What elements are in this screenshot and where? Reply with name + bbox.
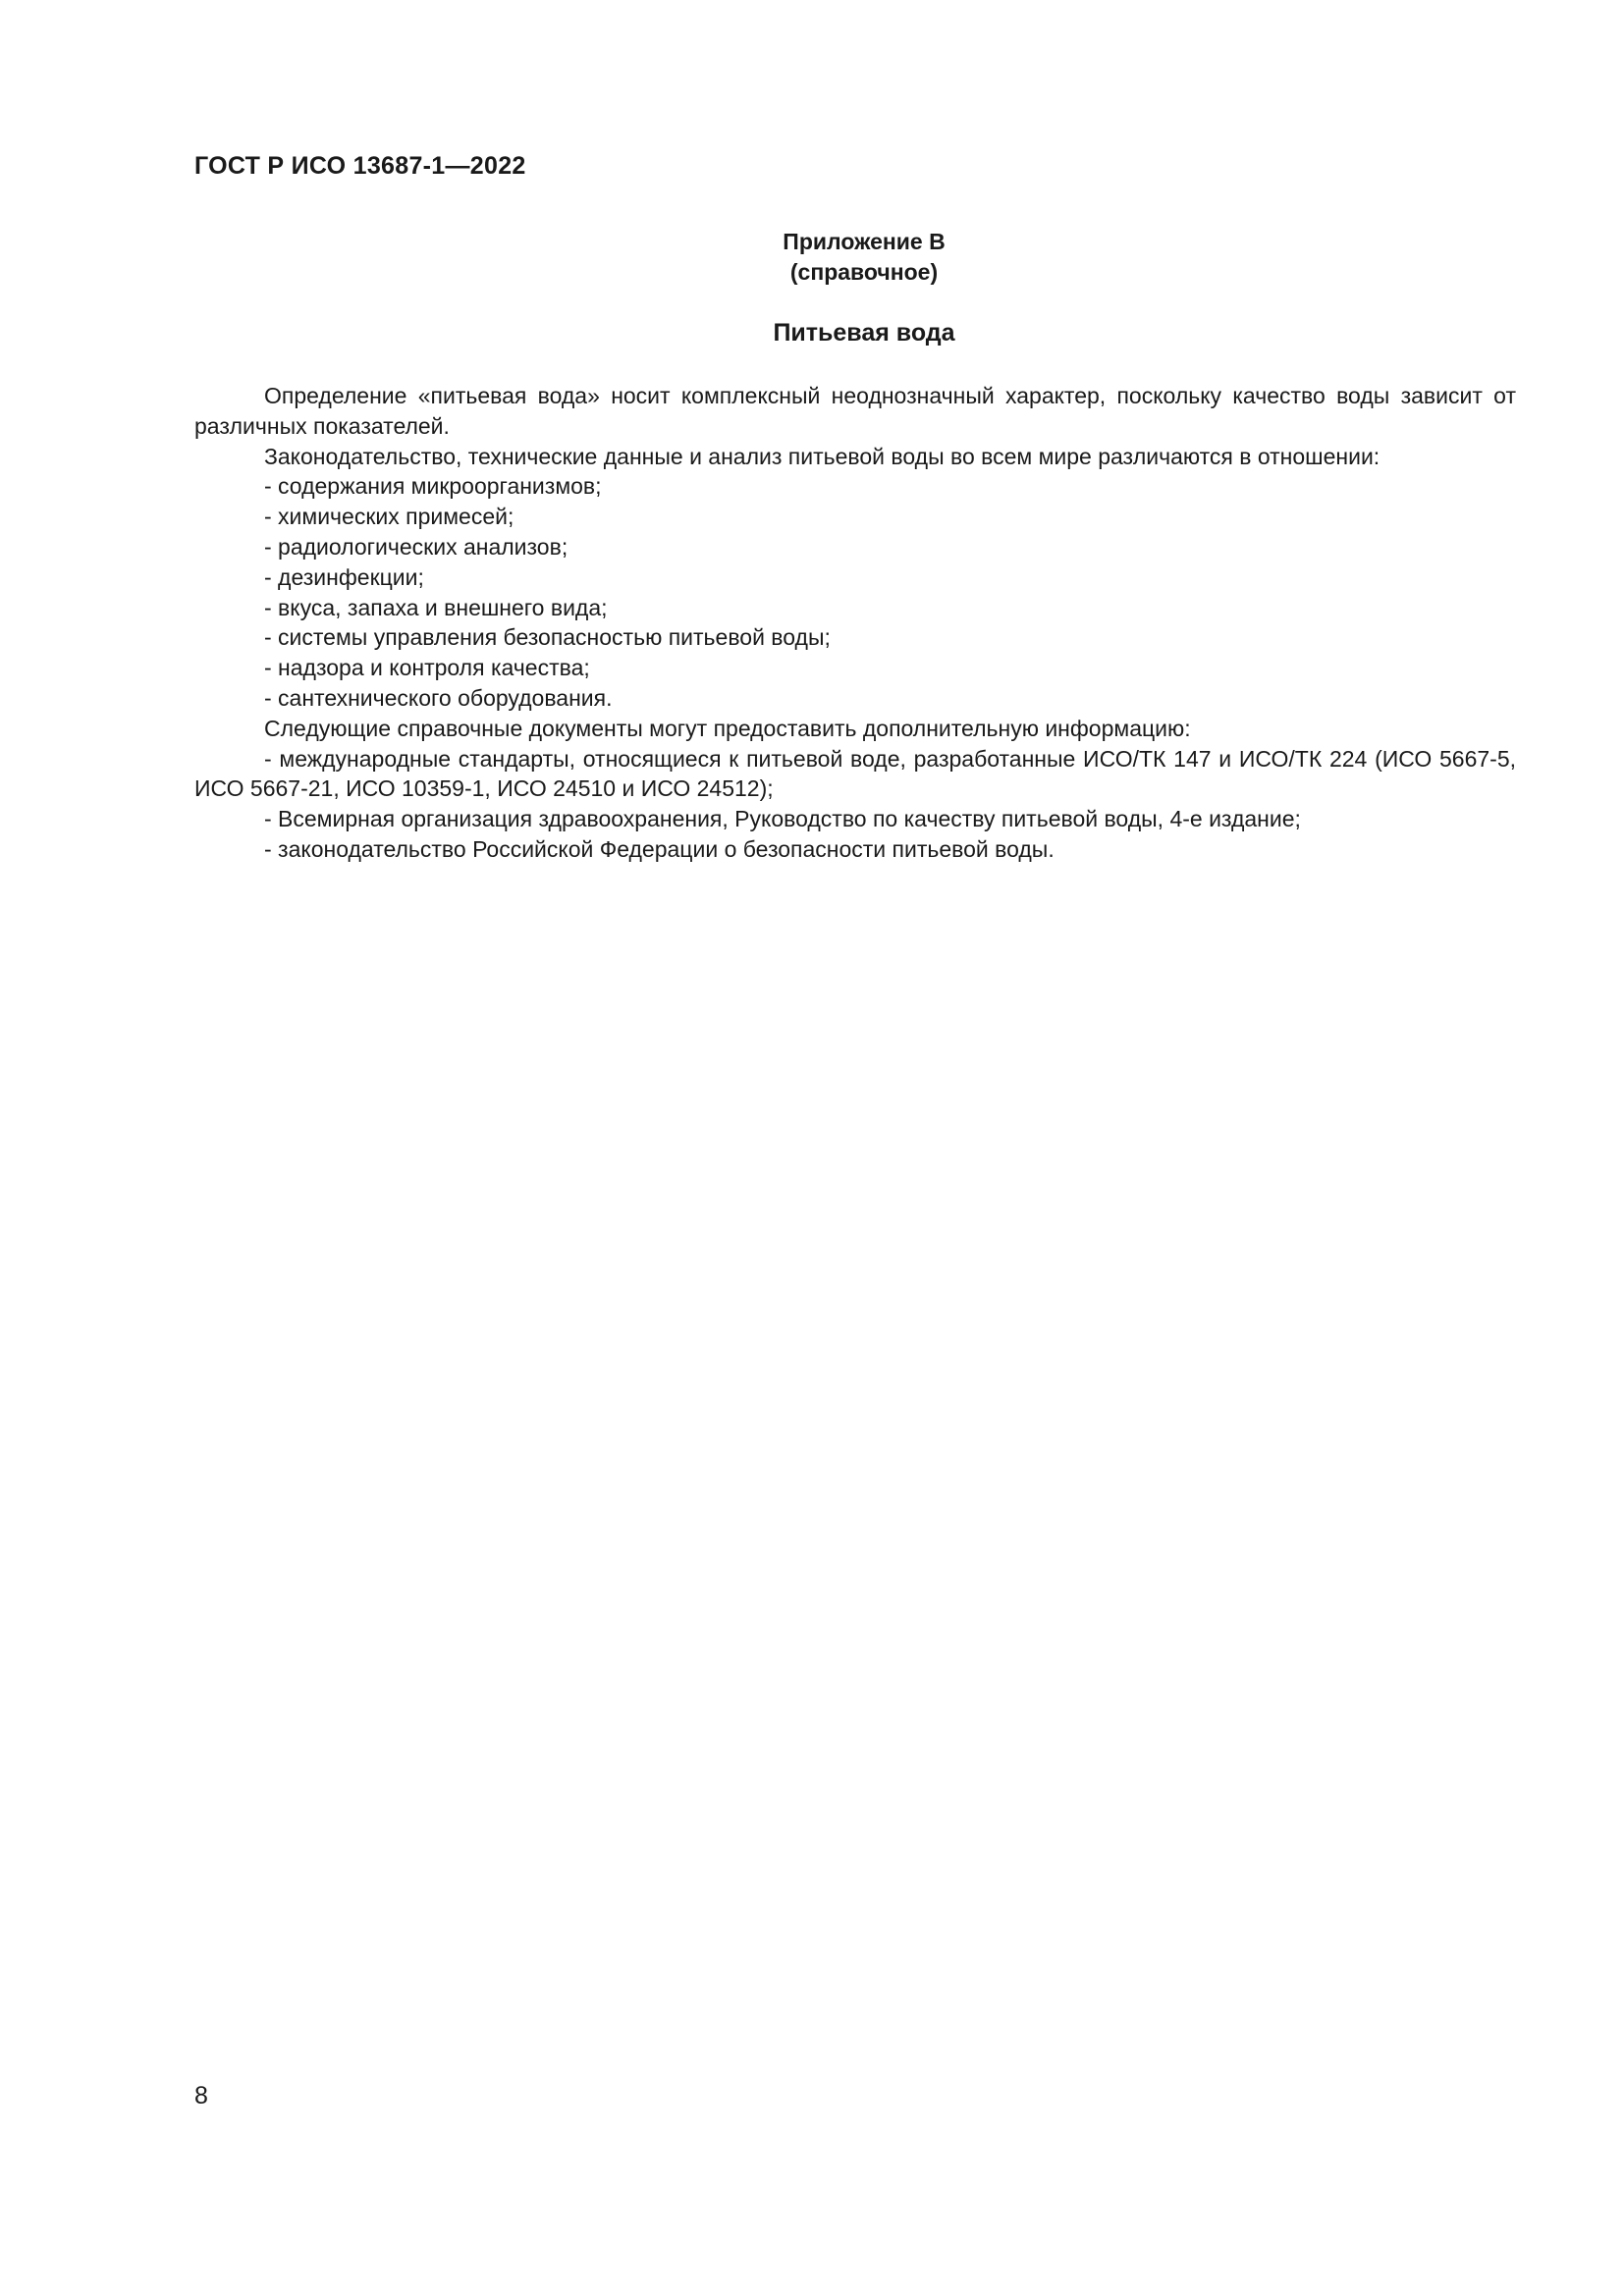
section-title: Питьевая вода <box>773 319 955 347</box>
document-header: ГОСТ Р ИСО 13687-1—2022 <box>194 152 526 180</box>
list-item: - вкуса, запаха и внешнего вида; <box>264 594 608 620</box>
paragraph-legislation: Законодательство, технические данные и анализ питьевой воды во всем мире различаются в отношении: <box>264 443 1380 469</box>
list-item: - международные стандарты, относящиеся к питьевой воде, разработанные ИСО/ТК 147 и ИСО/ТК 224 (ИСО 5667-5, ИСО 5667-21, ИСО 10359-1, ИСО 24510 и ИСО 24512); <box>194 745 1516 802</box>
annex-status: (справочное) <box>789 259 939 285</box>
list-item: - радиологических анализов; <box>264 533 568 560</box>
annex-title: Приложение В <box>783 229 946 254</box>
page-number: 8 <box>194 2082 208 2109</box>
list-item: - содержания микроорганизмов; <box>264 473 602 500</box>
list-item: - надзора и контроля качества; <box>264 655 590 681</box>
list-item: - Всемирная организация здравоохранения, Руководство по качеству питьевой воды, 4-е издание; <box>264 806 1301 832</box>
paragraph-references-intro: Следующие справочные документы могут предоставить дополнительную информацию: <box>264 715 1191 741</box>
list-item: - химических примесей; <box>264 504 514 530</box>
body-text <box>194 381 1516 865</box>
list-item: - дезинфекции; <box>264 563 424 590</box>
paragraph-definition: Определение «питьевая вода» носит комплексный неоднозначный характер, поскольку качество воды зависит от различных показателей. <box>194 383 1516 439</box>
list-item: - системы управления безопасностью питьевой воды; <box>264 624 831 651</box>
list-item: - законодательство Российской Федерации о безопасности питьевой воды. <box>264 835 1055 862</box>
list-item: - сантехнического оборудования. <box>264 684 613 711</box>
